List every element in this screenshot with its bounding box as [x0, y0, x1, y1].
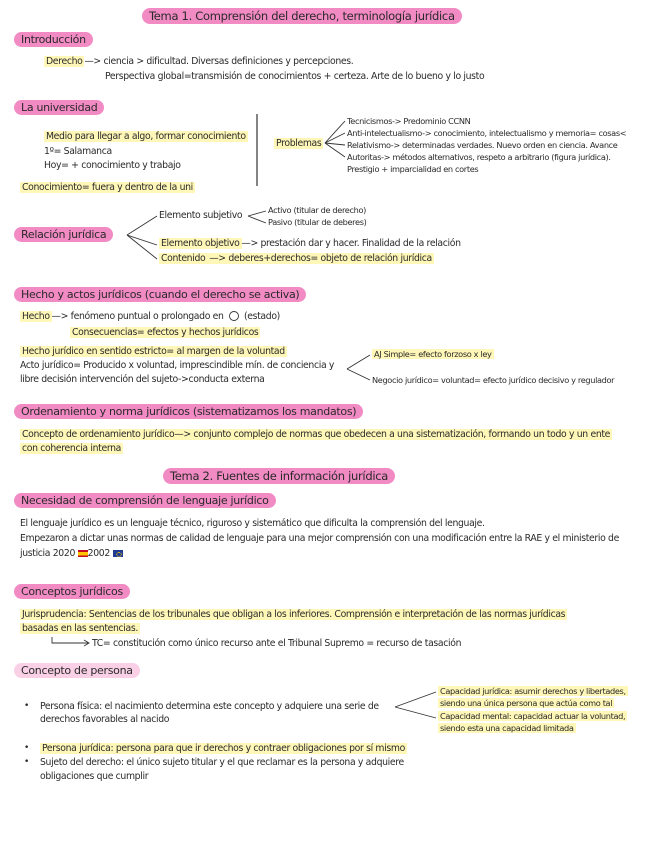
problemas-label: Problemas: [276, 138, 322, 149]
universidad-header: La universidad: [14, 100, 104, 115]
relacion-header: Relación jurídica: [14, 227, 113, 242]
elemento-subjetivo: Elemento subjetivo: [159, 210, 243, 221]
contenido: Contenido —> deberes+derechos= objeto de relación jurídica: [161, 253, 432, 264]
persona-fisica-2: derechos favorables al nacido: [40, 714, 170, 725]
problema-4: Autoritas-> métodos alternativos, respeto a arbitrario (figura jurídica).: [347, 152, 611, 162]
universidad-l3: Hoy= + conocimiento y trabajo: [44, 160, 181, 171]
persona-juridica: Persona jurídica: persona para que ir derechos y contraer obligaciones por sí mismo: [42, 743, 405, 754]
tema2-title: Tema 2. Fuentes de información jurídica: [163, 468, 395, 484]
sujeto-derecho-2: obligaciones que cumplir: [40, 771, 149, 782]
capacidad-juridica-1: Capacidad jurídica: asumir derechos y libertades,: [440, 686, 626, 696]
hecho-state: (estado): [244, 311, 280, 322]
jurisprudencia-2: basadas en las sentencias.: [22, 623, 138, 634]
bullet: •: [24, 757, 30, 767]
universidad-l1: Medio para llegar a algo, formar conocimiento: [46, 131, 246, 142]
negocio-juridico: Negocio jurídico= voluntad= efecto jurídico decisivo y regulador: [372, 375, 615, 385]
conceptos-header: Conceptos jurídicos: [14, 584, 130, 599]
problema-5: Prestigio + imparcialidad en cortes: [347, 164, 479, 174]
problema-2: Anti-intelectualismo-> conocimiento, intelectualismo y memoria= cosas<: [347, 128, 627, 138]
capacidad-mental-1: Capacidad mental: capacidad actuar la voluntad,: [440, 711, 626, 721]
tc-line: TC= constitución como único recurso ante el Tribunal Supremo = recurso de tasación: [92, 638, 462, 649]
necesidad-header: Necesidad de comprensión de lenguaje jurídico: [14, 493, 276, 508]
capacidad-juridica-2: siendo una única persona que actúa como tal: [440, 698, 613, 708]
necesidad-l3: justicia 2020 2002: [20, 548, 123, 559]
capacidad-mental-2: siendo esta una capacidad limitada: [440, 723, 574, 733]
activo: Activo (titular de derecho): [268, 205, 366, 215]
aj-simple: AJ Simple= efecto forzoso x ley: [374, 349, 492, 359]
jurisprudencia-1: Jurisprudencia: Sentencias de los tribunales que obligan a los inferiores. Comprensión e interpretación de las normas jurídicas: [22, 609, 566, 620]
problema-1: Tecnicismos-> Predominio CCNN: [347, 116, 471, 126]
ordenamiento-text1: Concepto de ordenamiento jurídico—> conjunto complejo de normas que obedecen a una sistematización, formando un todo y un ente: [22, 429, 611, 440]
consecuencias: Consecuencias= efectos y hechos jurídicos: [72, 327, 259, 338]
elemento-objetivo: Elemento objetivo —> prestación dar y hacer. Finalidad de la relación: [161, 238, 461, 249]
necesidad-l2: Empezaron a dictar unas normas de calidad de lenguaje para una mejor comprensión con una modificación entre la RAE y el ministerio de: [20, 533, 619, 544]
hecho-line: Hecho —> fenómeno puntual o prolongado en: [22, 311, 224, 322]
acto-line2: libre decisión intervención del sujeto->conducta externa: [20, 374, 265, 385]
persona-header: Concepto de persona: [14, 663, 140, 678]
hecho-estricto: Hecho jurídico en sentido estricto= al margen de la voluntad: [22, 346, 285, 357]
ordenamiento-text2: con coherencia interna: [22, 443, 122, 454]
bullet: •: [24, 701, 30, 711]
intro-header: Introducción: [14, 32, 93, 47]
pasivo: Pasivo (titular de deberes): [268, 217, 367, 227]
intro-line2: Perspectiva global=transmisión de conocimientos + certeza. Arte de lo bueno y lo justo: [105, 71, 485, 82]
bullet: •: [24, 743, 30, 753]
persona-fisica-1: Persona física: el nacimiento determina este concepto y adquiere una serie de: [40, 701, 379, 712]
sujeto-derecho-1: Sujeto del derecho: el único sujeto titular y el que reclamar es la persona y adquiere: [40, 757, 404, 768]
eu-flag-icon: [113, 550, 123, 557]
ordenamiento-header: Ordenamiento y norma jurídicos (sistematizamos los mandatos): [14, 404, 363, 419]
necesidad-l1: El lenguaje jurídico es un lenguaje técnico, riguroso y sistemático que dificulta la comprensión del lenguaje.: [20, 518, 485, 529]
acto-line1: Acto jurídico= Producido x voluntad, imprescindible mín. de conciencia y: [20, 360, 335, 371]
universidad-l2: 1º= Salamanca: [44, 146, 112, 157]
intro-line1: Derecho —> ciencia > dificultad. Diversas definiciones y percepciones.: [46, 56, 354, 67]
state-circle-icon: [230, 312, 239, 321]
tema1-title: Tema 1. Comprensión del derecho, terminología jurídica: [142, 8, 462, 24]
spain-flag-icon: [78, 550, 88, 557]
universidad-l4: Conocimiento= fuera y dentro de la uni: [22, 182, 193, 193]
problema-3: Relativismo-> determinadas verdades. Nuevo orden en ciencia. Avance: [347, 140, 618, 150]
hechos-header: Hecho y actos jurídicos (cuando el derecho se activa): [14, 287, 306, 302]
